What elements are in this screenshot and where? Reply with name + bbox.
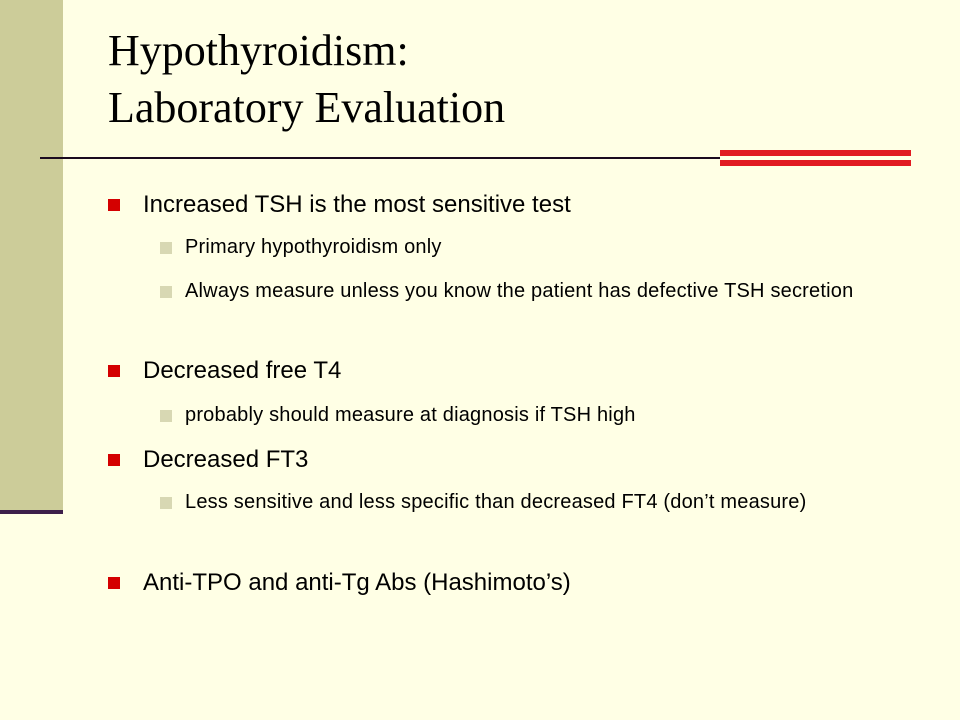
side-band-edge xyxy=(0,510,63,514)
accent-bars xyxy=(720,150,911,166)
sub-bullet-marker xyxy=(160,410,172,422)
sub-bullet-marker xyxy=(160,497,172,509)
bullet-marker xyxy=(108,577,120,589)
title-underline xyxy=(40,157,720,159)
sub-bullet-text: Always measure unless you know the patient has defective TSH secretion xyxy=(185,280,854,302)
side-band xyxy=(0,0,63,510)
sub-bullet-marker xyxy=(160,286,172,298)
slide-title-line-2: Laboratory Evaluation xyxy=(108,83,506,132)
sub-bullet-marker xyxy=(160,242,172,254)
bullet-marker xyxy=(108,454,120,466)
bullet-marker xyxy=(108,365,120,377)
bullet-text: Decreased free T4 xyxy=(143,357,342,384)
slide-title-line-1: Hypothyroidism: xyxy=(108,26,409,75)
bullet-text: Increased TSH is the most sensitive test xyxy=(143,191,571,218)
bullet-marker xyxy=(108,199,120,211)
sub-bullet-text: probably should measure at diagnosis if TSH high xyxy=(185,404,636,426)
accent-bar-top xyxy=(720,150,911,156)
accent-bar-bottom xyxy=(720,160,911,166)
sub-bullet-text: Primary hypothyroidism only xyxy=(185,236,442,258)
sub-bullet-text: Less sensitive and less specific than decreased FT4 (don’t measure) xyxy=(185,491,807,513)
slide-title xyxy=(108,22,888,136)
bullet-text: Decreased FT3 xyxy=(143,446,309,473)
bullet-text: Anti-TPO and anti-Tg Abs (Hashimoto’s) xyxy=(143,569,571,596)
